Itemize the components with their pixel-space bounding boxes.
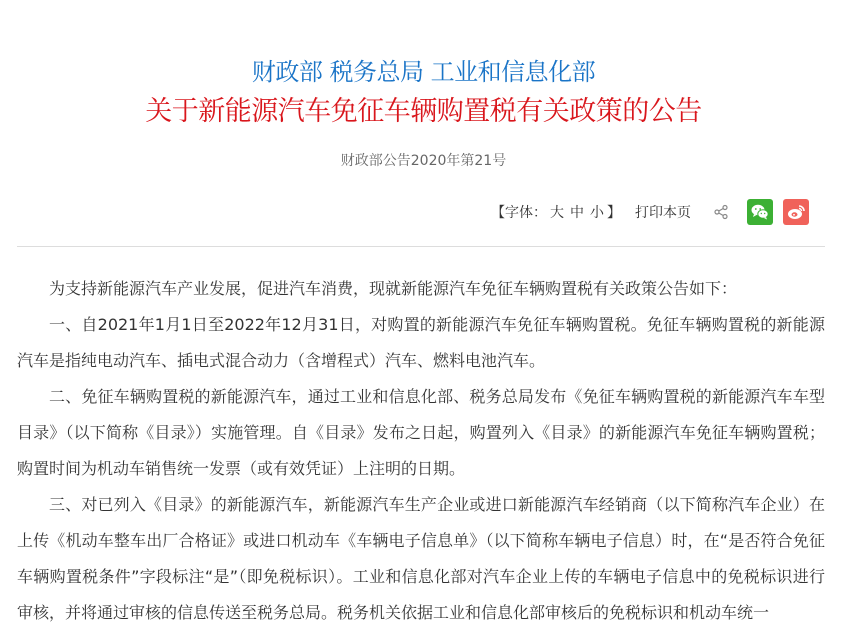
paragraph-intro: 为支持新能源汽车产业发展，促进汽车消费，现就新能源汽车免征车辆购置税有关政策公告如下： <box>49 279 738 298</box>
font-size-control <box>491 202 621 222</box>
header-divider <box>17 246 825 247</box>
font-size-small-button[interactable]: 小 <box>590 205 604 221</box>
paragraph-3: 三、对已列入《目录》的新能源汽车，新能源汽车生产企业或进口新能源汽车经销商（以下简称汽车企业）在上传《机动车整车出厂合格证》或进口机动车《车辆电子信息单》（以下简称车辆电子信息）时，在“是否符合免征车辆购置税条件”字段标注“是”（即免税标识）。工业和信息化部对汽车企业上传的车辆电子信息中的免税标识进行审核，并将通过审核的信息传送至税务总局。税务机关依据工业和信息化部审核后的免税标识和机动车统一 <box>17 495 825 622</box>
wechat-share-icon[interactable] <box>747 199 773 225</box>
print-page-link[interactable]: 打印本页 <box>635 205 691 221</box>
page-title: 关于新能源汽车免征车辆购置税有关政策的公告 <box>145 96 702 127</box>
paragraph-2: 二、免征车辆购置税的新能源汽车，通过工业和信息化部、税务总局发布《免征车辆购置税的新能源汽车车型目录》（以下简称《目录》）实施管理。自《目录》发布之日起，购置列入《目录》的新能源汽车免征车辆购置税；购置时间为机动车销售统一发票（或有效凭证）上注明的日期。 <box>17 387 825 478</box>
font-size-large-button[interactable]: 大 <box>550 205 564 221</box>
share-icon[interactable] <box>713 204 729 220</box>
article-toolbar <box>491 192 809 232</box>
paragraph-1: 一、自2021年1月1日至2022年12月31日，对购置的新能源汽车免征车辆购置税。免征车辆购置税的新能源汽车是指纯电动汽车、插电式混合动力（含增程式）汽车、燃料电池汽车。 <box>17 315 825 370</box>
article-body <box>17 271 825 631</box>
font-size-label: 【字体： <box>491 205 547 221</box>
issuing-authorities: 财政部 税务总局 工业和信息化部 <box>251 58 596 86</box>
font-size-medium-button[interactable]: 中 <box>570 205 584 221</box>
document-number: 财政部公告2020年第21号 <box>340 153 507 169</box>
weibo-share-icon[interactable] <box>783 199 809 225</box>
font-size-bracket: 】 <box>607 205 621 221</box>
